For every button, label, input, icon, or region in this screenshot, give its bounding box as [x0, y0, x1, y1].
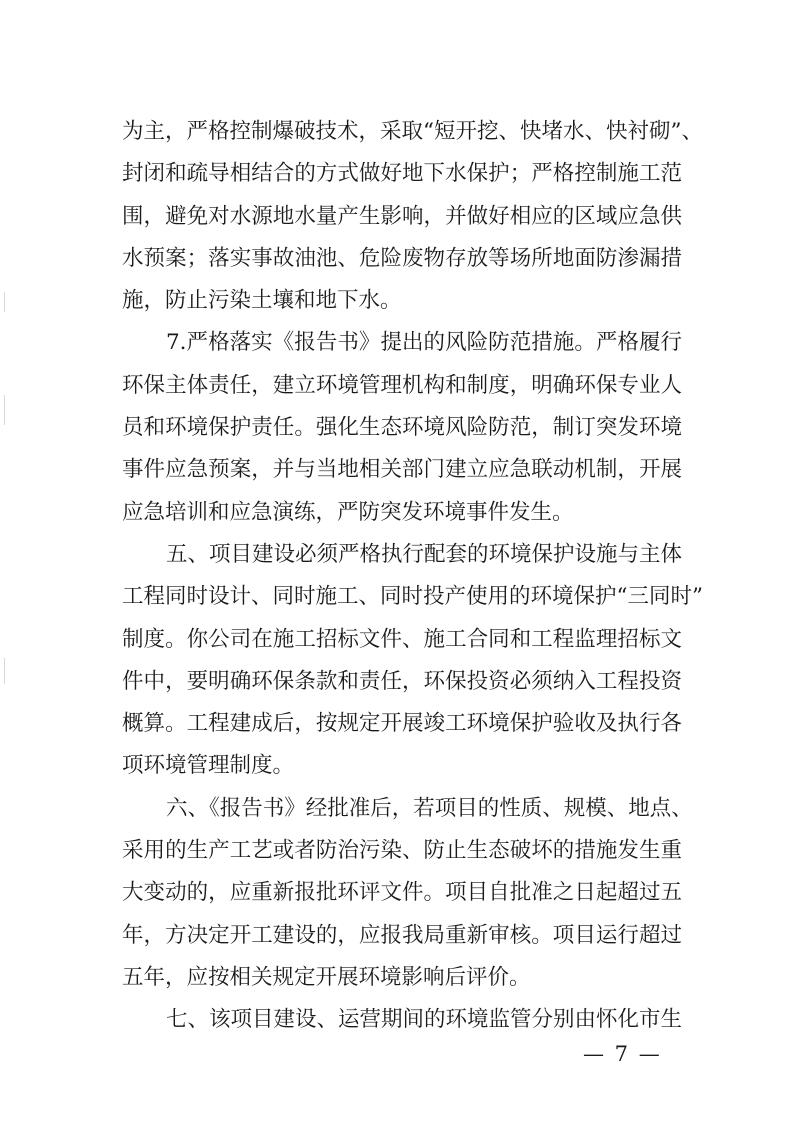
text-line: 环保主体责任，建立环境管理机构和制度，明确环保专业人: [122, 372, 682, 398]
scan-margin-mark: [4, 292, 5, 312]
text-line: 应急培训和应急演练，严防突发环境事件发生。: [122, 499, 574, 525]
page-number: — 7 —: [583, 1042, 662, 1066]
text-line: 大变动的，应重新报批环评文件。项目自批准之日起超过五: [122, 880, 682, 906]
text-line: 水预案；落实事故油池、危险废物存放等场所地面防渗漏措: [122, 245, 682, 271]
text-line: 制度。你公司在施工招标文件、施工合同和工程监理招标文: [122, 626, 682, 652]
text-line: 项环境管理制度。: [122, 753, 295, 779]
text-line: 封闭和疏导相结合的方式做好地下水保护；严格控制施工范: [122, 161, 682, 187]
body-text: [122, 111, 703, 1042]
text-line: 概算。工程建成后，按规定开展竣工环境保护验收及执行各: [122, 711, 682, 737]
text-line: 五年，应按相关规定开展环境影响后评价。: [122, 964, 531, 990]
text-line: 事件应急预案，并与当地相关部门建立应急联动机制，开展: [122, 457, 682, 483]
text-line: 工程同时设计、同时施工、同时投产使用的环境保护“三同时”: [122, 584, 703, 610]
scan-margin-mark: [4, 658, 5, 684]
text-line: 件中，要明确环保条款和责任，环保投资必须纳入工程投资: [122, 668, 682, 694]
text-line: 年，方决定开工建设的，应报我局重新审核。项目运行超过: [122, 922, 682, 948]
scan-margin-mark: [4, 395, 5, 425]
paragraph-7-first-line: 7.严格落实《报告书》提出的风险防范措施。严格履行: [166, 330, 682, 356]
text-line: 员和环境保护责任。强化生态环境风险防范，制订突发环境: [122, 415, 682, 441]
text-line: 施，防止污染土壤和地下水。: [122, 288, 402, 314]
text-line: 围，避免对水源地水量产生影响，并做好相应的区域应急供: [122, 203, 682, 229]
section-5-first-line: 五、项目建设必须严格执行配套的环境保护设施与主体: [166, 541, 683, 567]
section-6-first-line: 六、《报告书》经批准后，若项目的性质、规模、地点、: [166, 795, 693, 821]
text-line: 采用的生产工艺或者防治污染、防止生态破坏的措施发生重: [122, 838, 682, 864]
text-line: 为主，严格控制爆破技术，采取“短开挖、快堵水、快衬砌”、: [122, 119, 703, 144]
section-7-first-line: 七、该项目建设、运营期间的环境监管分别由怀化市生: [166, 1007, 683, 1033]
